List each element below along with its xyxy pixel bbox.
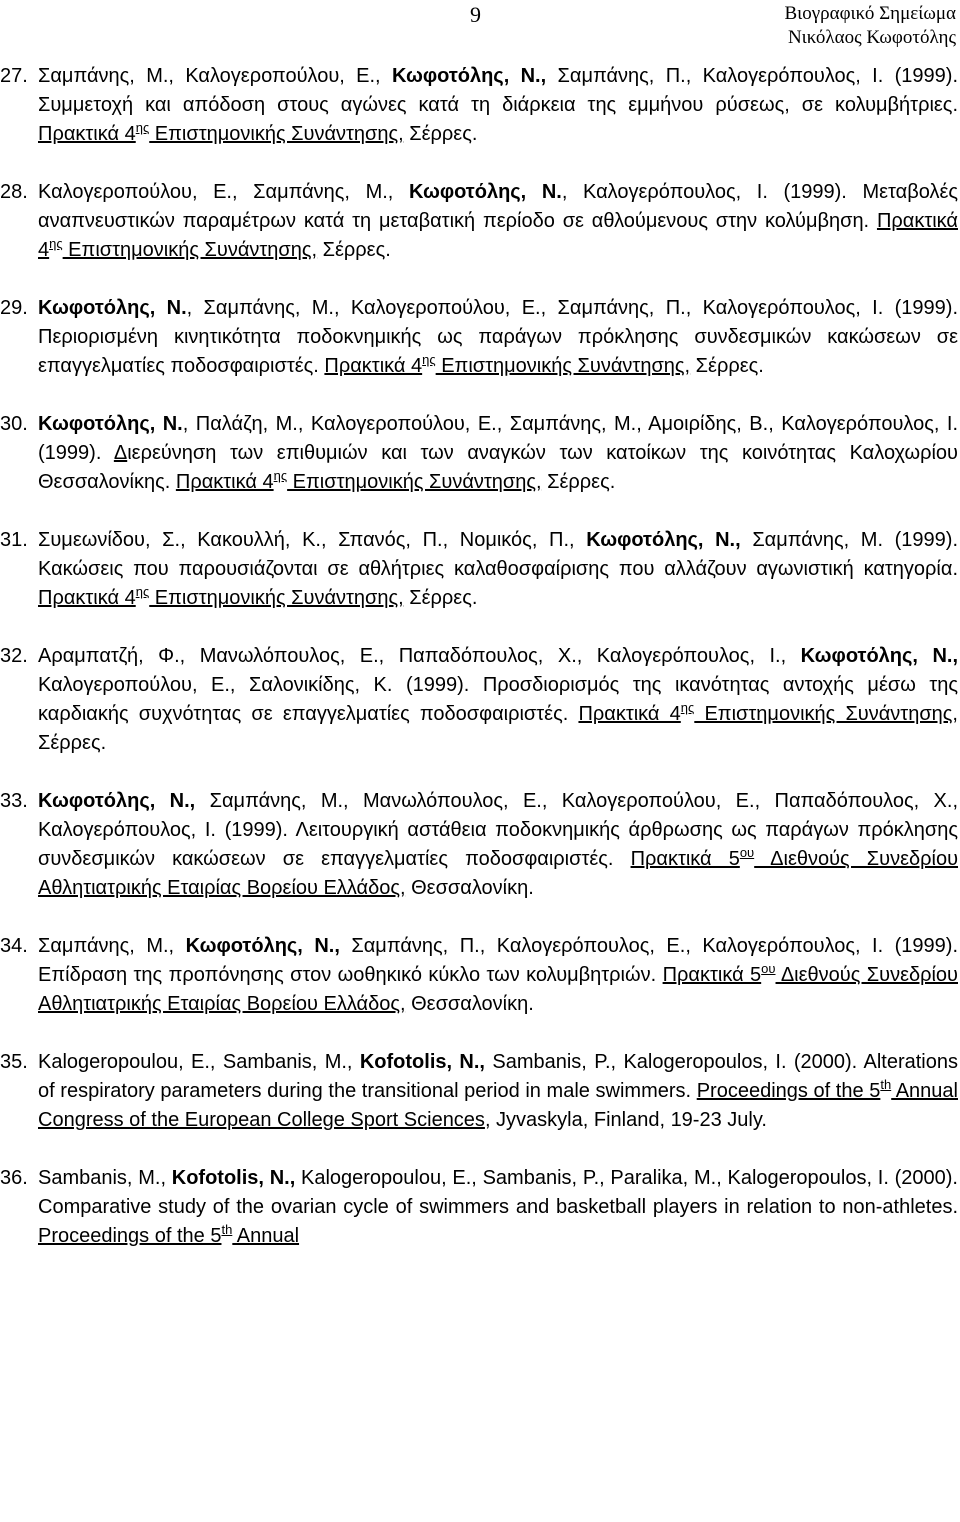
reference-text (38, 1164, 958, 1251)
reference-segment: Kalogeropoulou, E., Sambanis, M., (38, 1051, 360, 1073)
reference-segment: Kalogeropoulou, E., Sambanis, P., Paralika, M., Kalogeropoulos, I. (2000). Comparative study of the ovarian cycle of swimmers and basketball players in relation to non-athletes. (38, 1167, 958, 1218)
header-author: Νικόλαος Κωφοτόλης (787, 27, 956, 48)
reference-number: 30. (0, 413, 28, 435)
proceedings-title: ης (273, 468, 288, 483)
reference-number: 36. (0, 1167, 28, 1189)
proceedings-title: ου (739, 845, 755, 860)
proceedings-title: Πρακτικά 4 (38, 587, 136, 609)
reference-number: 33. (0, 790, 28, 812)
reference-text (38, 62, 958, 149)
proceedings-title: Πρακτικά 4 (38, 123, 136, 145)
proceedings-title: Επιστημονικής Συνάντησης, (287, 471, 542, 493)
proceedings-title: Annual Congress of the European College Sport Sciences (38, 1080, 958, 1131)
author-highlight: Kofotolis, N., (171, 1167, 296, 1189)
reference-number: 32. (0, 645, 28, 667)
reference-segment: Σέρρες. (403, 587, 478, 609)
reference-item (0, 62, 960, 149)
reference-segment: Σέρρες. (38, 732, 107, 754)
proceedings-title: Proceedings of the 5 (696, 1080, 881, 1102)
reference-item (0, 526, 960, 613)
header-title: Βιογραφικό Σημείωμα (784, 3, 956, 24)
reference-number: 35. (0, 1051, 28, 1073)
author-highlight: Κωφοτόλης, Ν., (38, 790, 196, 812)
reference-segment: Σέρρες. (403, 123, 478, 145)
reference-segment: Καλογεροπούλου, Ε., Σαλονικίδης, Κ. (1999). Προσδιορισμός της ικανότητας αντοχής μέσω της καρδιακής συχνότητας σε επαγγελματίες ποδοσφαιριστές. (38, 674, 958, 725)
proceedings-title: Πρακτικά 5 (630, 848, 740, 870)
reference-item (0, 1048, 960, 1135)
proceedings-title: Πρακτικά 4 (578, 703, 681, 725)
reference-number: 29. (0, 297, 28, 319)
proceedings-title: Proceedings of the 5 (38, 1225, 222, 1247)
reference-text (38, 410, 958, 497)
reference-number: 31. (0, 529, 28, 551)
proceedings-title: Διεθνούς Συνεδρίου Αθλητιατρικής Εταιρίας Βορείου Ελλάδος, (38, 964, 958, 1015)
proceedings-title: Πρακτικά 4 (175, 471, 274, 493)
proceedings-title: Επιστημονικής Συνάντησης, (62, 239, 318, 261)
reference-segment: Θεσσαλονίκη. (405, 993, 534, 1015)
proceedings-title: ης (49, 236, 63, 251)
reference-segment: Θεσσαλονίκη. (405, 877, 534, 899)
proceedings-title: Διεθνούς Συνεδρίου Αθλητιατρικής Εταιρίας Βορείου Ελλάδος, (38, 848, 959, 899)
proceedings-title: Πρακτικά 4 (324, 355, 423, 377)
reference-number: 28. (0, 181, 28, 203)
proceedings-title: ου (761, 961, 776, 976)
reference-number: 27. (0, 65, 28, 87)
reference-text (38, 787, 958, 903)
author-highlight: Κωφοτόλης, Ν., (391, 65, 547, 87)
reference-segment: Σαμπάνης, Μ. (1999). Κακώσεις που παρουσιάζονται σε αθλήτριες καλαθοσφαίρισης που αλλάζουν αγωνιστική κατηγορία. (38, 529, 959, 580)
reference-text (38, 642, 958, 758)
reference-item (0, 178, 960, 265)
author-highlight: Kofotolis, N., (359, 1051, 485, 1073)
reference-segment: Sambanis, P., Kalogeropoulos, I. (2000). Alterations of respiratory parameters during the transitional period in male swimmers. (38, 1051, 958, 1102)
author-highlight: Κωφοτόλης, Ν., (185, 935, 340, 957)
proceedings-title: ης (422, 352, 436, 367)
proceedings-title: ης (680, 700, 695, 715)
proceedings-title: ης (135, 120, 150, 135)
proceedings-title: Επιστημονικής Συνάντησης, (435, 355, 691, 377)
running-header (784, 2, 956, 50)
reference-segment: Σαμπάνης, Μ., Μανωλόπουλος, Ε., Καλογεροπούλου, Ε., Παπαδόπουλος, Χ., Καλογερόπουλος, Ι. (1999). Λειτουργική αστάθεια ποδοκνημικής άρθρωσης ως παράγων πρόκλησης συνδεσμικών κακώσεων σε επαγγελματίες ποδοσφαιριστές. (38, 790, 958, 870)
proceedings-title: Επιστημονικής Συνάντησης, (149, 123, 404, 145)
reference-segment: Sambanis, M., (38, 1167, 172, 1189)
reference-segment: Καλογεροπούλου, Ε., Σαμπάνης, Μ., (38, 181, 409, 203)
reference-item (0, 787, 960, 903)
reference-segment: Σαμπάνης, Π., Καλογερόπουλος, Ε., Καλογερόπουλος, Ι. (1999). Επίδραση της προπόνησης στον ωοθηκικό κύκλο των κολυμβητριών. (38, 935, 958, 986)
proceedings-title: th (880, 1077, 892, 1092)
reference-segment: Σέρρες. (317, 239, 391, 261)
proceedings-title: ης (135, 584, 150, 599)
reference-text (38, 932, 958, 1019)
reference-segment: , Σαμπάνης, Μ., Καλογεροπούλου, Ε., Σαμπάνης, Π., Καλογερόπουλος, Ι. (1999). Περιορισμένη κινητικότητα ποδοκνημικής ως παράγων πρόκλησης συνδεσμικών κακώσεων σε επαγγελματίες ποδοσφαιριστές. (38, 297, 958, 377)
author-highlight: Κωφοτόλης, Ν. (408, 181, 562, 203)
proceedings-title: Επιστημονικής Συνάντησης, (149, 587, 404, 609)
reference-number: 34. (0, 935, 28, 957)
proceedings-title: Annual (232, 1225, 300, 1247)
reference-segment: , Παλάζη, Μ., Καλογεροπούλου, Ε., Σαμπάνης, Μ., Αμοιρίδης, Β., Καλογερόπουλος, Ι. (1999). (38, 413, 958, 464)
reference-item (0, 410, 960, 497)
proceedings-title: Επιστημονικής Συνάντησης, (694, 703, 958, 725)
reference-segment: Σέρρες. (541, 471, 616, 493)
proceedings-title: th (221, 1222, 233, 1237)
reference-item (0, 1164, 960, 1251)
reference-segment: Αραμπατζή, Φ., Μανωλόπουλος, Ε., Παπαδόπουλος, Χ., Καλογερόπουλος, Ι., (38, 645, 801, 667)
reference-text (38, 178, 958, 265)
reference-segment: Συμεωνίδου, Σ., Κακουλλή, Κ., Σπανός, Π., Νομικός, Π., (38, 529, 587, 551)
proceedings-title: Πρακτικά 4 (38, 210, 958, 261)
reference-segment: Σαμπάνης, Μ., (38, 935, 186, 957)
author-highlight: Κωφοτόλης, Ν. (38, 297, 187, 319)
reference-segment: Σαμπάνης, Μ., Καλογεροπούλου, Ε., (38, 65, 392, 87)
reference-item (0, 294, 960, 381)
reference-list (0, 62, 960, 1280)
reference-segment: , Jyvaskyla, Finland, 19-23 July. (484, 1109, 767, 1131)
proceedings-title: Δ (113, 442, 128, 464)
reference-text (38, 1048, 958, 1135)
reference-item (0, 642, 960, 758)
proceedings-title: Πρακτικά 5 (662, 964, 762, 986)
reference-item (0, 932, 960, 1019)
reference-segment: Σέρρες. (690, 355, 764, 377)
reference-text (38, 294, 958, 381)
reference-segment: ιερεύνηση των επιθυμιών και των αναγκών των κατοίκων της κοινότητας Καλοχωρίου Θεσσαλονίκης. (38, 442, 958, 493)
page-number: 9 (470, 2, 481, 27)
reference-text (38, 526, 958, 613)
author-highlight: Κωφοτόλης, Ν., (800, 645, 959, 667)
author-highlight: Κωφοτόλης, Ν., (586, 529, 741, 551)
author-highlight: Κωφοτόλης, Ν. (38, 413, 183, 435)
reference-segment: , Καλογερόπουλος, Ι. (1999). Μεταβολές αναπνευστικών παραμέτρων κατά τη μεταβατική περίοδο σε αθλούμενους στην κολύμβηση. (38, 181, 959, 232)
reference-segment: Σαμπάνης, Π., Καλογερόπουλος, Ι. (1999). Συμμετοχή και απόδοση στους αγώνες κατά τη διάρκεια της εμμήνου ρύσεως, σε κολυμβήτριες. (38, 65, 958, 116)
